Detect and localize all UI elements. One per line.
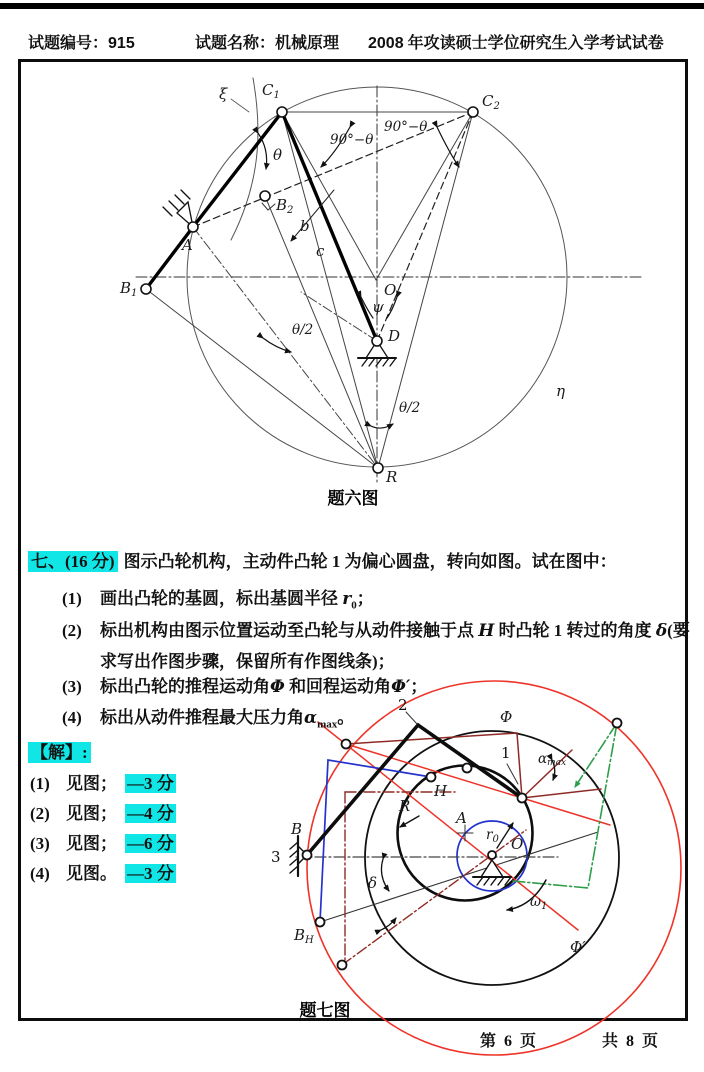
- fig7-label-alphamax: αmax: [538, 751, 567, 768]
- fig7-pivot-O-pin: [488, 851, 496, 859]
- fig6-joint-C2: [468, 107, 478, 117]
- fig6-caption: 题六图: [327, 489, 379, 509]
- question-number-badge: 七、(16 分): [28, 551, 118, 572]
- item1-tail: ；: [356, 589, 374, 608]
- question-item-2-line1: [62, 616, 690, 641]
- item4-text: 标出从动件推程最大压力角: [100, 708, 304, 727]
- item3-text-b: 和回程运动角: [284, 677, 392, 696]
- fig6-label-theta: θ: [273, 146, 283, 164]
- question-item-3: [62, 672, 427, 697]
- fig7-green-lines: [513, 723, 617, 888]
- fig7-point-bottom-left: [338, 961, 347, 970]
- fig6-label-b: b: [300, 217, 310, 235]
- fig6-joint-A: [188, 222, 198, 232]
- item3-symbol-phi-prime: Φ′: [391, 677, 411, 697]
- fig7-label-O: O: [511, 835, 524, 853]
- item2-symbol-H: H: [478, 621, 495, 641]
- fig7-label-phi: Φ: [500, 708, 513, 726]
- item4-symbol-alpha: α: [304, 708, 318, 728]
- question-heading-line: [28, 547, 617, 572]
- fig7-label-H: H: [434, 782, 448, 800]
- sol1-score: —3 分: [127, 774, 174, 793]
- footer-page-number: 第 6 页: [480, 1033, 539, 1050]
- item1-text: 画出凸轮的基圆，标出基圆半径: [100, 589, 343, 608]
- fig7-caption: 题七图: [299, 1001, 351, 1021]
- solution-heading: [28, 738, 91, 763]
- fig6-label-D: D: [388, 327, 401, 345]
- fig7-label-3: 3: [271, 848, 281, 866]
- item2-text-c: (要: [667, 621, 690, 640]
- figure-7-diagram: [271, 681, 681, 1055]
- fig7-joint-BH: [316, 918, 325, 927]
- sol4-text: 见图。: [66, 864, 117, 883]
- fig6-label-90-theta-left: 90°−θ: [330, 132, 374, 148]
- exam-no-label: 试题编号：: [28, 35, 109, 52]
- item4-symbol-sub: max: [317, 718, 338, 731]
- fig7-label-R: R: [399, 797, 411, 815]
- fig6-label-psi: ψ: [372, 298, 384, 316]
- sol2-score: —4 分: [127, 804, 174, 823]
- header-year: 2008: [368, 35, 404, 52]
- solution-item-2: [30, 799, 176, 824]
- exam-name-value: 机械原理: [275, 35, 340, 52]
- exam-name-label: 试题名称：: [195, 35, 276, 52]
- question-item-1: [62, 584, 374, 611]
- fig7-label-A: A: [456, 809, 467, 827]
- question-item-4: [62, 703, 354, 730]
- fig7-contact-point: [518, 794, 527, 803]
- fig6-label-theta-half-left: θ/2: [292, 322, 314, 338]
- fig6-joint-R: [373, 463, 383, 473]
- fig7-blue-follower: [320, 760, 431, 922]
- fig6-label-B2: $B_2$: [276, 196, 294, 216]
- fig6-label-R: R: [386, 468, 398, 486]
- fig6-pivot-A: [163, 190, 193, 227]
- header-title-rest: 年攻读硕士学位研究生入学考试试卷: [403, 35, 664, 52]
- fig7-label-1: 1: [501, 744, 511, 762]
- fig7-joint-B: [303, 851, 312, 860]
- exam-no-value: 915: [108, 35, 135, 52]
- fig6-joint-B2: [260, 191, 270, 201]
- sol4-score: —3 分: [127, 864, 174, 883]
- item1-symbol-sub: 0: [351, 599, 357, 612]
- footer-page-total: 共 8 页: [602, 1033, 661, 1050]
- fig6-label-A: A: [182, 236, 193, 254]
- item1-number: (1): [62, 589, 82, 608]
- sol1-text: 见图；: [66, 774, 117, 793]
- fig7-point-top-right: [613, 719, 622, 728]
- fig7-label-B: B: [291, 820, 303, 838]
- item4-number: (4): [62, 708, 82, 727]
- fig6-label-eta: η: [556, 382, 565, 400]
- solution-item-1: [30, 769, 176, 794]
- fig6-label-90-theta-right: 90°−θ: [384, 119, 428, 135]
- fig7-label-r0: $r_0$: [486, 827, 499, 845]
- item2-number: (2): [62, 621, 82, 640]
- item3-number: (3): [62, 677, 82, 696]
- figure-6-diagram: [119, 78, 642, 509]
- item2-text-a: 标出机构由图示位置运动至凸轮与从动件接触于点: [100, 621, 479, 640]
- fig7-label-2: 2: [398, 696, 408, 714]
- fig7-label-omega1: $\omega_1$: [530, 894, 548, 912]
- question-intro: 图示凸轮机构，主动件凸轮 1 为偏心圆盘，转向如图。试在图中：: [123, 552, 617, 571]
- sol3-number: (3): [30, 834, 50, 853]
- item3-symbol-phi: Φ: [270, 677, 285, 697]
- sol4-number: (4): [30, 864, 50, 883]
- fig7-label-phi-prime: Φ′: [570, 938, 586, 956]
- question-item-2-line2: [100, 647, 395, 672]
- fig6-label-O: O: [384, 281, 397, 299]
- solution-label: 【解】:: [28, 742, 91, 763]
- solution-item-4: [30, 859, 176, 884]
- item1-symbol: r: [342, 589, 352, 609]
- fig7-point-left: [342, 740, 351, 749]
- fig6-label-c: c: [316, 242, 325, 260]
- fig7-label-delta: δ: [368, 874, 378, 892]
- item4-tail: 。: [337, 708, 355, 727]
- fig6-joint-B1: [141, 284, 151, 294]
- fig6-label-theta-half-right: θ/2: [399, 400, 421, 416]
- fig6-label-C1: $C_1$: [262, 81, 280, 101]
- fig6-label-C2: $C_2$: [482, 92, 500, 112]
- sol3-score: —6 分: [127, 834, 174, 853]
- item2-line2-text: 求写出作图步骤，保留所有作图线条)；: [100, 652, 395, 671]
- fig6-label-B1: $B_1$: [120, 279, 138, 299]
- sol1-number: (1): [30, 774, 50, 793]
- fig6-joint-C1: [277, 107, 287, 117]
- item2-symbol-delta: δ: [655, 621, 668, 641]
- fig6-label-xi: ξ: [219, 85, 228, 103]
- item3-tail: ；: [410, 677, 428, 696]
- item2-text-b: 时凸轮 1 转过的角度: [494, 621, 656, 640]
- fig7-roller-point: [463, 764, 472, 773]
- sol2-text: 见图；: [66, 804, 117, 823]
- fig6-joint-D: [372, 336, 382, 346]
- fig6-construction-lines: [146, 112, 473, 468]
- sol2-number: (2): [30, 804, 50, 823]
- fig7-point-H: [427, 773, 436, 782]
- fig7-label-BH: $B_H$: [294, 926, 314, 946]
- solution-item-3: [30, 829, 176, 854]
- sol3-text: 见图；: [66, 834, 117, 853]
- item3-text-a: 标出凸轮的推程运动角: [100, 677, 270, 696]
